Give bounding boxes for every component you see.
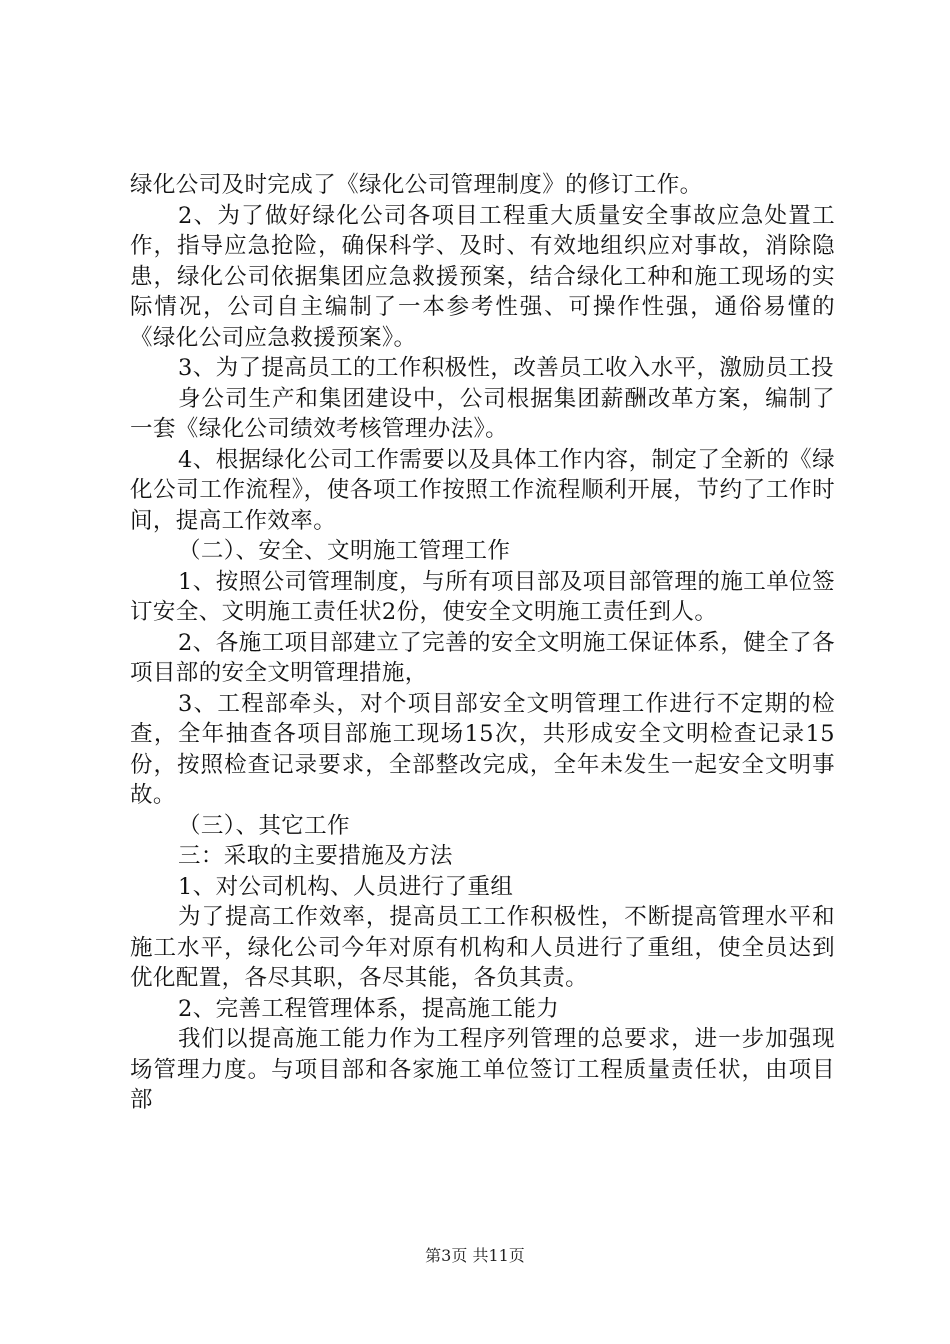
section-heading-3: （三）、其它工作 [178,812,350,839]
paragraph-2: 2、为了做好绿化公司各项目工程重大质量安全事故应急处置工作，指导应急抢险，确保科学、及时、有效地组织应对事故，消除隐患，绿化公司依据集团应急救援预案，结合绿化工种和施工现场的实际情况，公司自主编制了一本参考性强、可操作性强，通俗易懂的《绿化公司应急救援预案》。 [130,202,835,351]
section-heading-2: （二）、安全、文明施工管理工作 [178,538,511,564]
paragraph-3: 3、为了提高员工的工作积极性，改善员工收入水平，激励员工投 [178,355,834,381]
paragraph-4: 身公司生产和集团建设中，公司根据集团薪酬改革方案，编制了一套《绿化公司绩效考核管理办法》。 [130,385,835,442]
paragraph-7: 2、各施工项目部建立了完善的安全文明施工保证体系，健全了各项目部的安全文明管理措施， [130,629,835,686]
document-body [130,170,835,1116]
paragraph-10: 我们以提高施工能力作为工程序列管理的总要求，进一步加强现场管理力度。与项目部和各家施工单位签订工程质量责任状，由项目部 [130,1026,835,1113]
section-heading-measures: 三：采取的主要措施及方法 [178,843,453,869]
subheading-1: 1、对公司机构、人员进行了重组 [178,873,514,900]
paragraph-8: 3、工程部牵头，对个项目部安全文明管理工作进行不定期的检查，全年抽查各项目部施工现场15次，共形成安全文明检查记录15份，按照检查记录要求，全部整改完成，全年未发生一起安全文明事故。 [130,690,835,808]
paragraph-9: 为了提高工作效率，提高员工工作积极性，不断提高管理水平和施工水平，绿化公司今年对原有机构和人员进行了重组，使全员达到优化配置，各尽其职，各尽其能，各负其责。 [130,904,835,991]
page-number-footer: 第3页 共11页 [425,1246,525,1265]
subheading-2: 2、完善工程管理体系，提高施工能力 [178,995,560,1022]
paragraph-5: 4、根据绿化公司工作需要以及具体工作内容，制定了全新的《绿化公司工作流程》，使各项工作按照工作流程顺利开展，节约了工作时间，提高工作效率。 [130,446,835,534]
paragraph-1: 绿化公司及时完成了《绿化公司管理制度》的修订工作。 [130,172,703,198]
paragraph-6: 1、按照公司管理制度，与所有项目部及项目部管理的施工单位签订安全、文明施工责任状2份，使安全文明施工责任到人。 [130,568,835,625]
